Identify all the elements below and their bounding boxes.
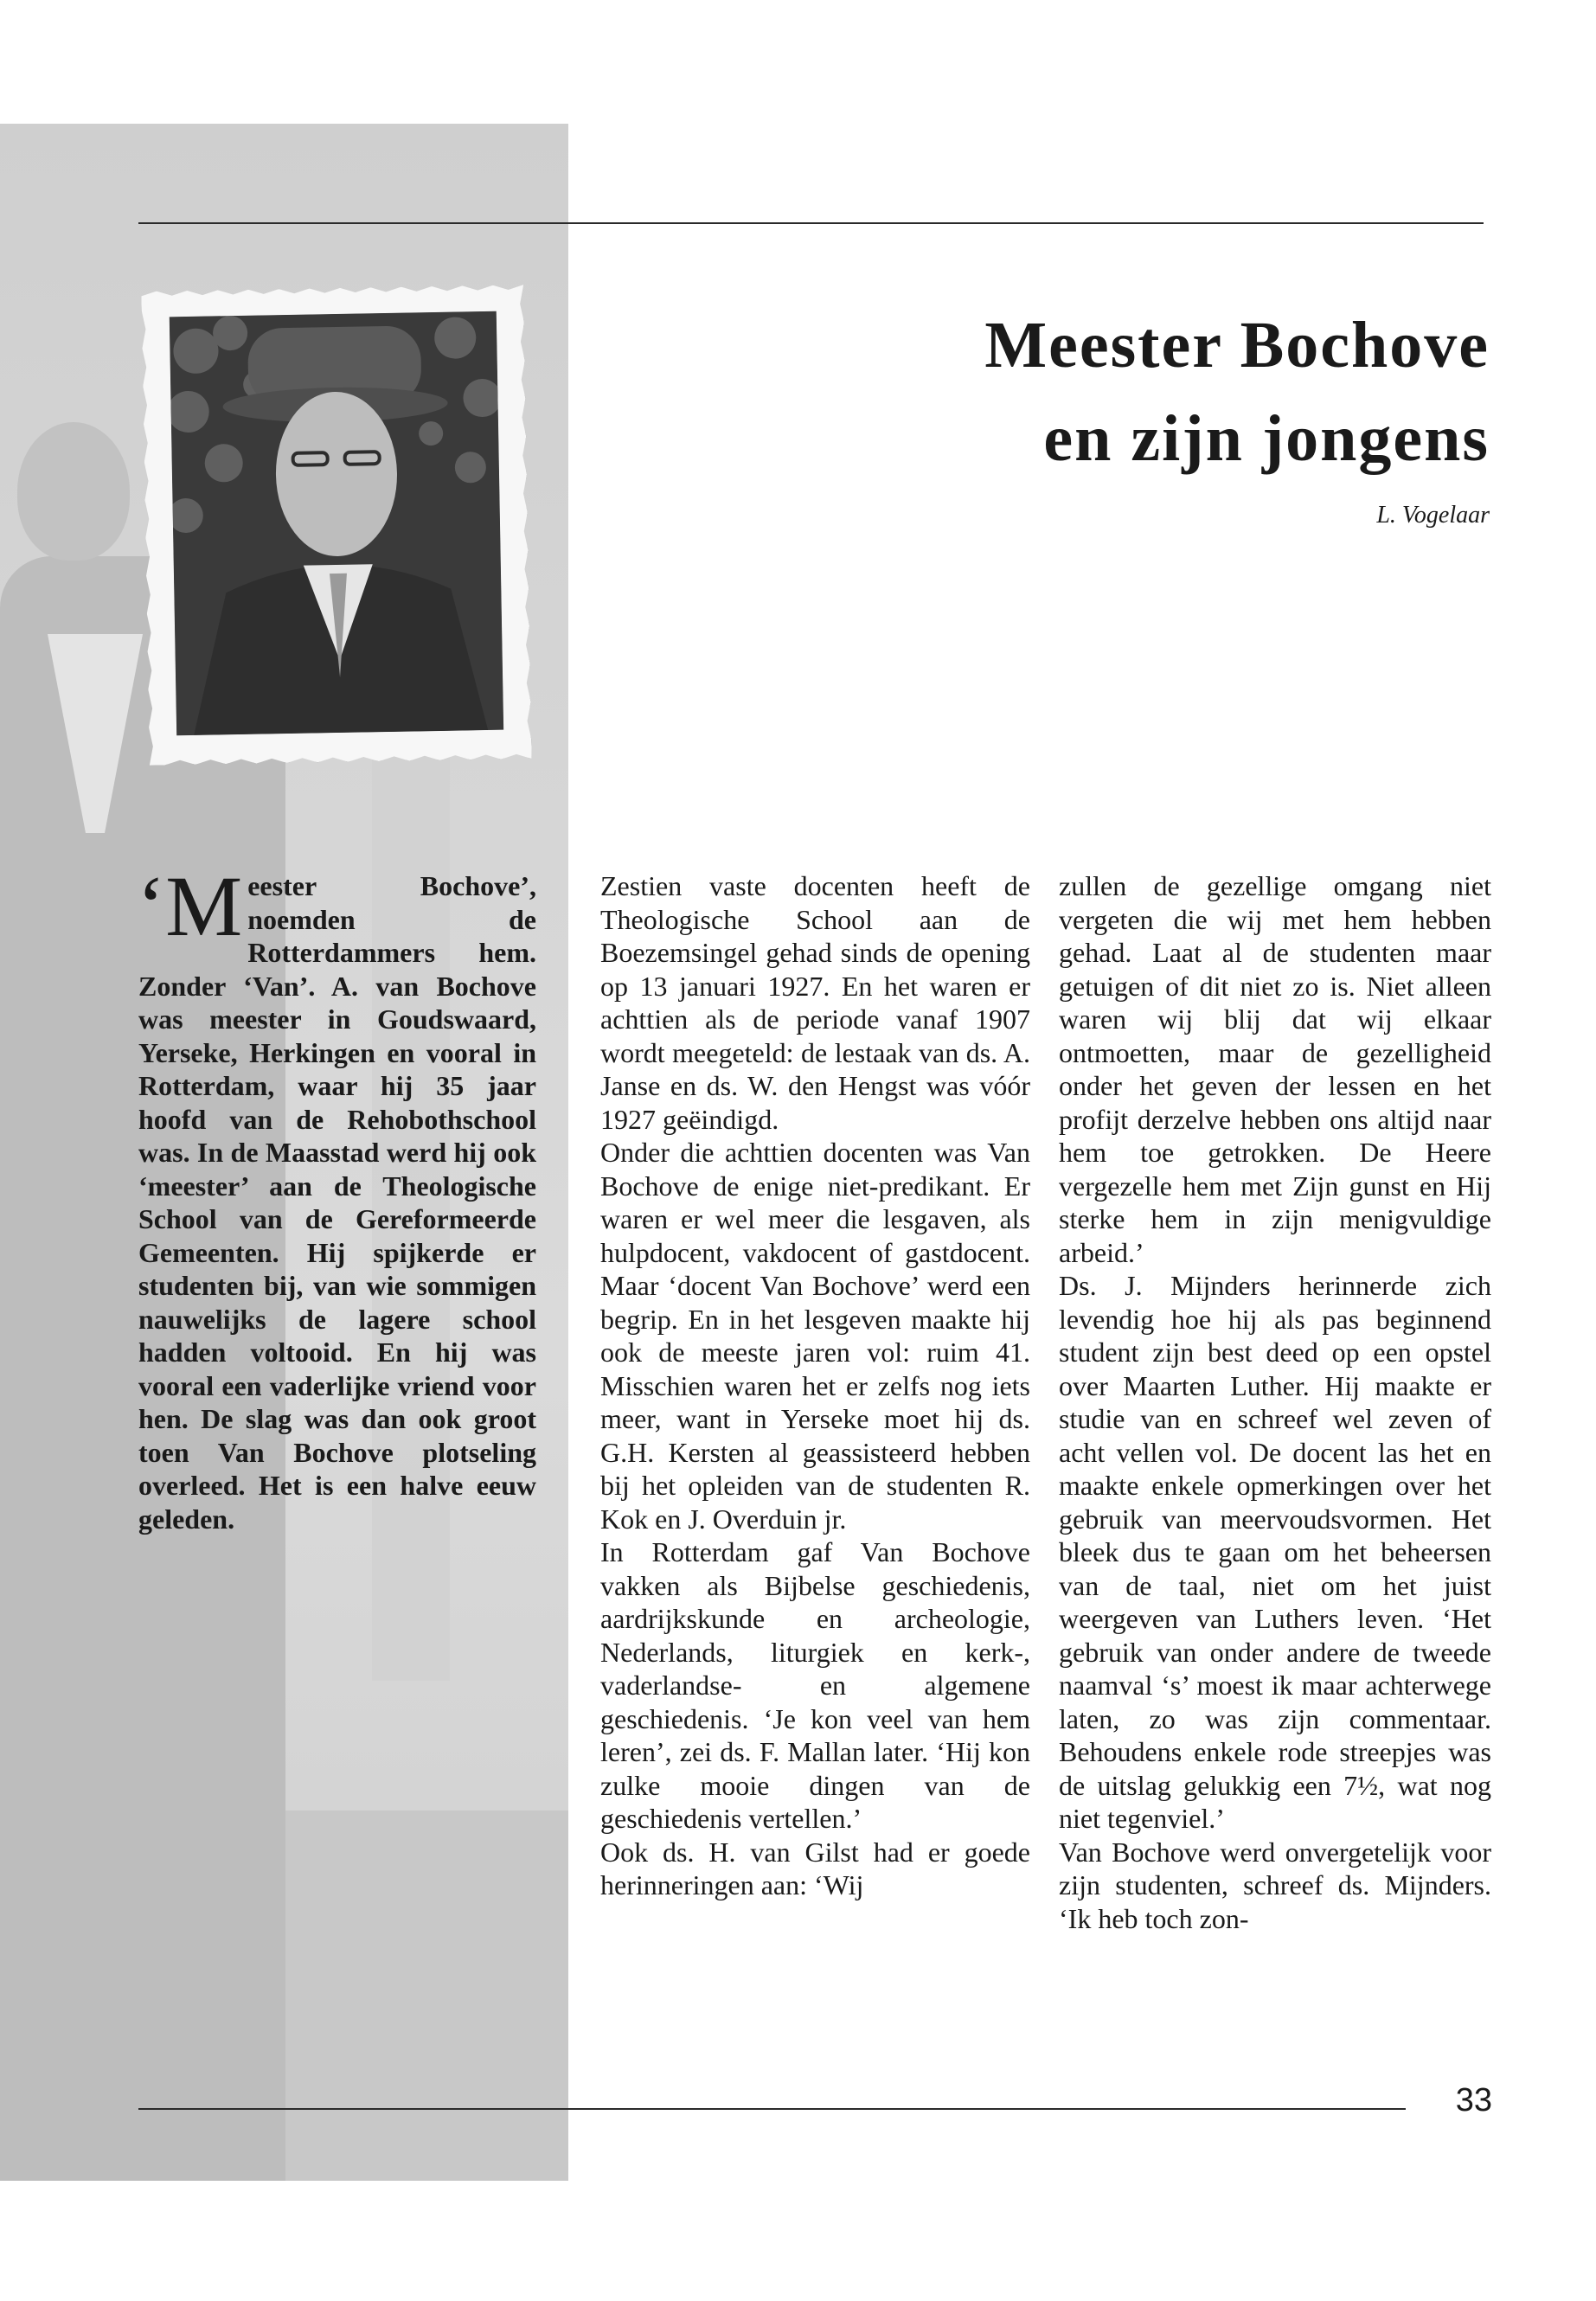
- body-paragraph: In Rotterdam gaf Van Bochove vakken als Bijbelse geschiedenis, aardrijkskunde en archeologie, Nederlands, liturgiek en kerk-, vaderlandse- en algemene geschiedenis. ‘Je kon veel van hem leren’, zei ds. F. Mallan later. ‘Hij kon zulke mooie dingen van de geschiedenis vertellen.’: [600, 1536, 1030, 1834]
- body-paragraph: Ds. J. Mijnders herinnerde zich levendig hoe hij als pas beginnend student zijn best deed op een opstel over Maarten Luther. Hij maakte er studie van en schreef wel zeven of acht vellen vol. De docent las het en maakte enkele opmerkingen over het gebruik van meervoudsvormen. Het bleek dus te gaan om het beheersen van de taal, niet om het juist weergeven van Luthers leven. ‘Het gebruik van onder andere de tweede naamval ‘s’ moest ik maar achterwege laten, zo was zijn commentaar. Behoudens enkele rode streepjes was de uitslag gelukkig een 7½, wat nog niet tegenviel.’: [1059, 1270, 1491, 1834]
- portrait-illustration: [170, 311, 503, 736]
- portrait-photo: [170, 311, 503, 736]
- author-byline: L. Vogelaar: [1376, 502, 1490, 529]
- page-number: 33: [1455, 2082, 1492, 2118]
- title-line-1: Meester Bochove: [984, 309, 1490, 381]
- faded-figure-head: [17, 422, 130, 561]
- bottom-rule: [138, 2108, 1406, 2110]
- intro-column: [137, 858, 536, 1535]
- portrait-photo-frame: [141, 285, 531, 766]
- right-column: [1059, 869, 1491, 1935]
- intro-paragraph: [137, 858, 536, 1535]
- body-paragraph: Ook ds. H. van Gilst had er goede herinneringen aan: ‘Wij: [600, 1836, 1030, 1900]
- top-rule: [138, 222, 1484, 224]
- body-paragraph: Onder die achttien docenten was Van Bochove de enige niet-predikant. Er waren er wel meer die lesgaven, als hulpdocent, vakdocent of gastdocent. Maar ‘docent Van Bochove’ werd een begrip. En in het lesgeven maakte hij ook de meeste jaren vol: ruim 41. Misschien waren het er zelfs nog iets meer, want in Yerseke moet hij ds. G.H. Kersten al geassisteerd hebben bij het opleiden van de studenten R. Kok en J. Overduin jr.: [600, 1137, 1030, 1535]
- body-paragraph: Zestien vaste docenten heeft de Theologische School aan de Boezemsingel gehad sinds de opening op 13 januari 1927. En het waren er achttien als de periode vanaf 1907 wordt meegeteld: de lestaak van ds. A. Janse en ds. W. den Hengst was vóór 1927 geëindigd.: [600, 870, 1030, 1135]
- article-title: [984, 298, 1490, 485]
- body-paragraph: zullen de gezellige omgang niet vergeten die wij met hem hebben gehad. Laat al de studenten maar getuigen of dit niet zo is. Niet alleen waren wij blij dat wij elkaar ontmoetten, maar de gezelligheid onder het geven der lessen en het profijt derzelve hebben ons altijd naar hem toe getrokken. De Heere vergezelle hem met Zijn gunst en Hij sterke hem in zijn menigvuldige arbeid.’: [1059, 870, 1491, 1268]
- intro-text: eester Bochove’, noemden de Rotterdammers hem. Zonder ‘Van’. A. van Bochove was meester in Goudswaard, Yerseke, Herkingen en vooral in Rotterdam, waar hij 35 jaar hoofd van de Rehobothschool was. In de Maasstad werd hij ook ‘meester’ aan de Theologische School van de Gereformeerde Gemeenten. Hij spijkerde er studenten bij, van wie sommigen nauwelijks de lagere school hadden voltooid. En hij was vooral een vaderlijke vriend voor hen. De slag was dan ook groot toen Van Bochove plotseling overleed. Het is een halve eeuw geleden.: [138, 870, 536, 1535]
- title-line-2: en zijn jongens: [1043, 402, 1490, 475]
- middle-column: [600, 869, 1030, 1902]
- body-paragraph: Van Bochove werd onvergetelijk voor zijn studenten, schreef ds. Mijnders. ‘Ik heb toch zon-: [1059, 1836, 1491, 1934]
- drop-cap: ‘M: [137, 858, 243, 954]
